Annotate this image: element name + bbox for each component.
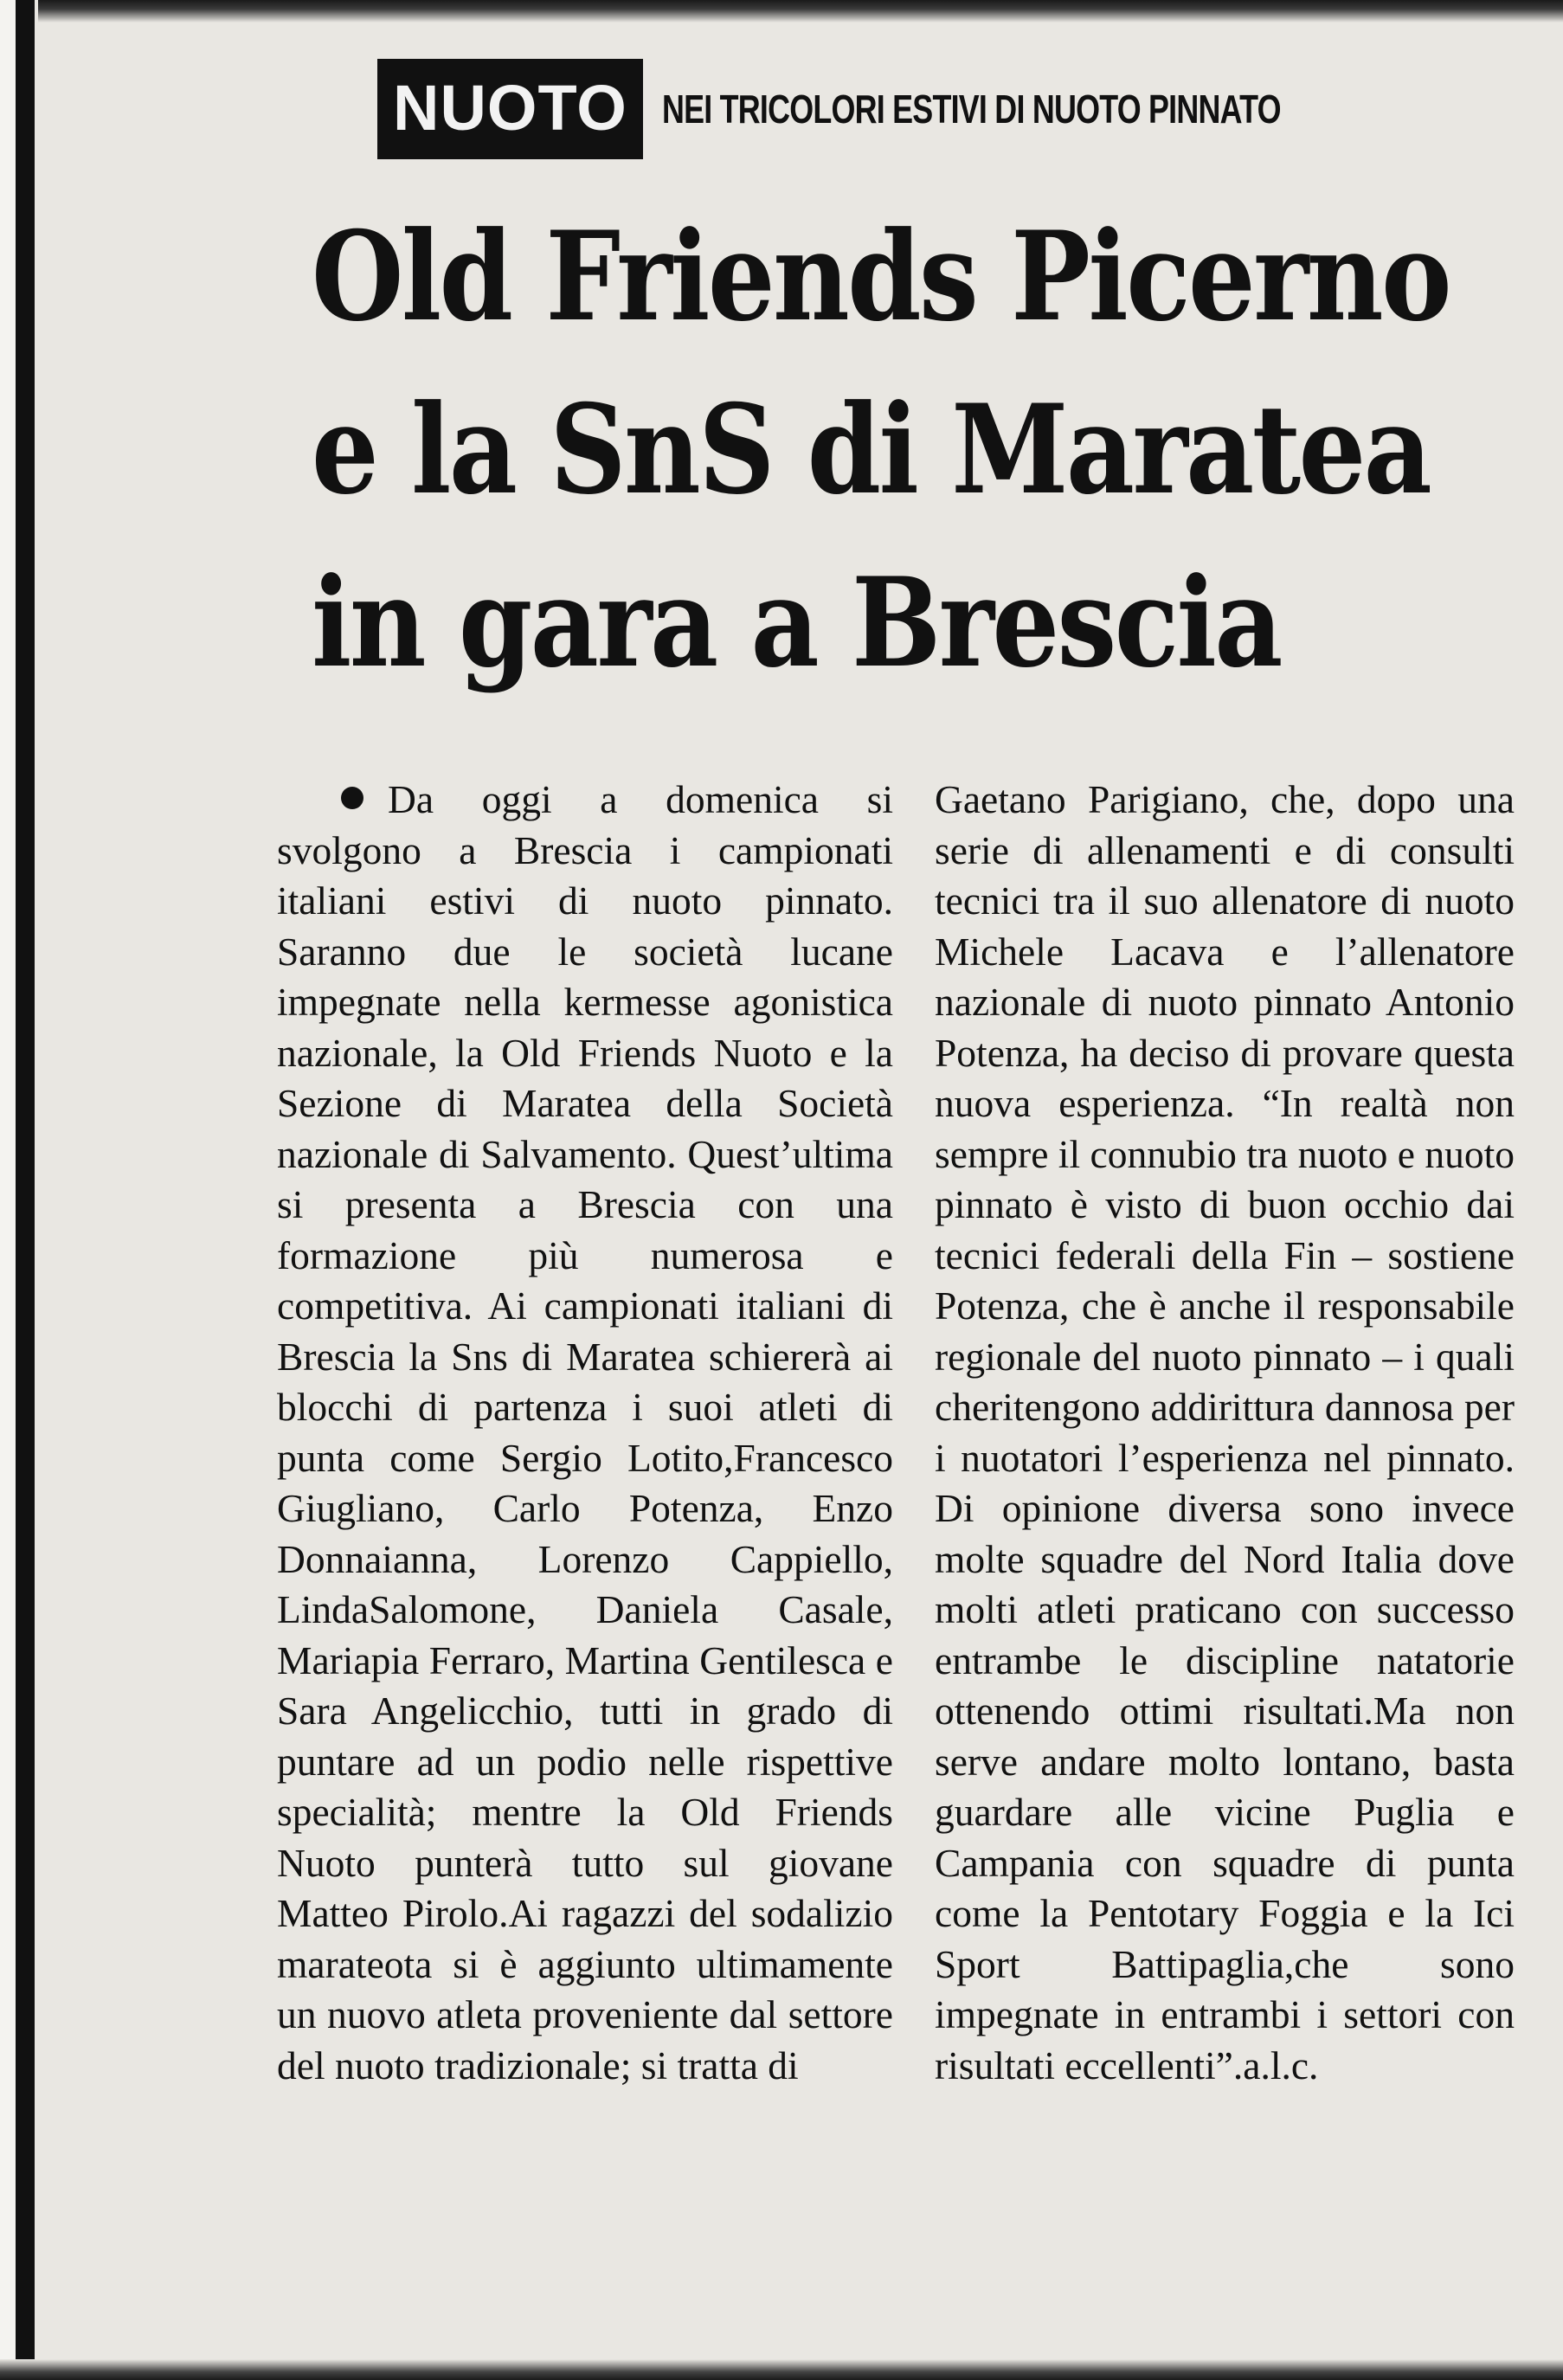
article-column-1-text: Da oggi a domenica si svolgono a Brescia i campionati italiani estivi di nuoto pinnato. Saranno due le società lucane impegnate nella kermesse agonistica nazionale, la Old Friends Nuoto e la Sezione di Maratea della Società nazionale di Salvamento. Quest’ultima si presenta a Brescia con una formazione più numerosa e competitiva. Ai campionati italiani di Brescia la Sns di Maratea schiererà ai blocchi di partenza i suoi atleti di punta come Sergio Lotito,Francesco Giugliano, Carlo Potenza, Enzo Donnaianna, Lorenzo Cappiello, LindaSalomone, Daniela Casale, Mariapia Ferraro, Martina Gentilesca e Sara Angelicchio, tutti in grado di puntare ad un podio nelle rispettive specialità; mentre la Old Friends Nuoto punterà tutto sul giovane Matteo Pirolo.Ai ragazzi del sodalizio marateota si è aggiunto ultimamente un nuovo atleta proveniente dal settore del nuoto tradizionale; si tratta di <box>277 777 893 2087</box>
headline <box>312 190 1523 710</box>
section-tag: NUOTO <box>377 59 643 159</box>
bullet-icon <box>341 787 363 809</box>
kicker: NEI TRICOLORI ESTIVI DI NUOTO PINNATO <box>661 87 1281 132</box>
article-header <box>377 61 1455 158</box>
headline-line-3: in gara a Brescia <box>312 551 1281 695</box>
scan-top-edge <box>0 0 1563 23</box>
scan-left-edge <box>0 0 38 2380</box>
article-column-2 <box>935 775 1515 2091</box>
headline-line-2: e la SnS di Maratea <box>312 378 1431 522</box>
article-column-2-text: Gaetano Parigiano, che, dopo una serie di allenamenti e di consulti tecnici tra il suo allenatore di nuoto Michele Lacava e l’allenatore nazionale di nuoto pinnato Antonio Potenza, ha deciso di provare questa nuova esperienza. “In realtà non sempre il connubio tra nuoto e nuoto pinnato è visto di buon occhio dai tecnici federali della Fin – sostiene Potenza, che è anche il responsabile regionale del nuoto pinnato – i quali cheritengono addirittura dannosa per i nuotatori l’esperienza nel pinnato. Di opinione diversa sono invece molte squadre del Nord Italia dove molti atleti praticano con successo entrambe le discipline natatorie ottenendo ottimi risultati.Ma non serve andare molto lontano, basta guardare alle vicine Puglia e Campania con squadre di punta come la Pentotary Foggia e la Ici Sport Battipaglia,che sono impegnate in entrambi i settori con risultati eccellenti”.a.l.c. <box>935 777 1515 2087</box>
scan-bottom-edge <box>0 2359 1563 2380</box>
article-column-1 <box>277 775 893 2091</box>
headline-line-1: Old Friends Picerno <box>312 205 1450 349</box>
